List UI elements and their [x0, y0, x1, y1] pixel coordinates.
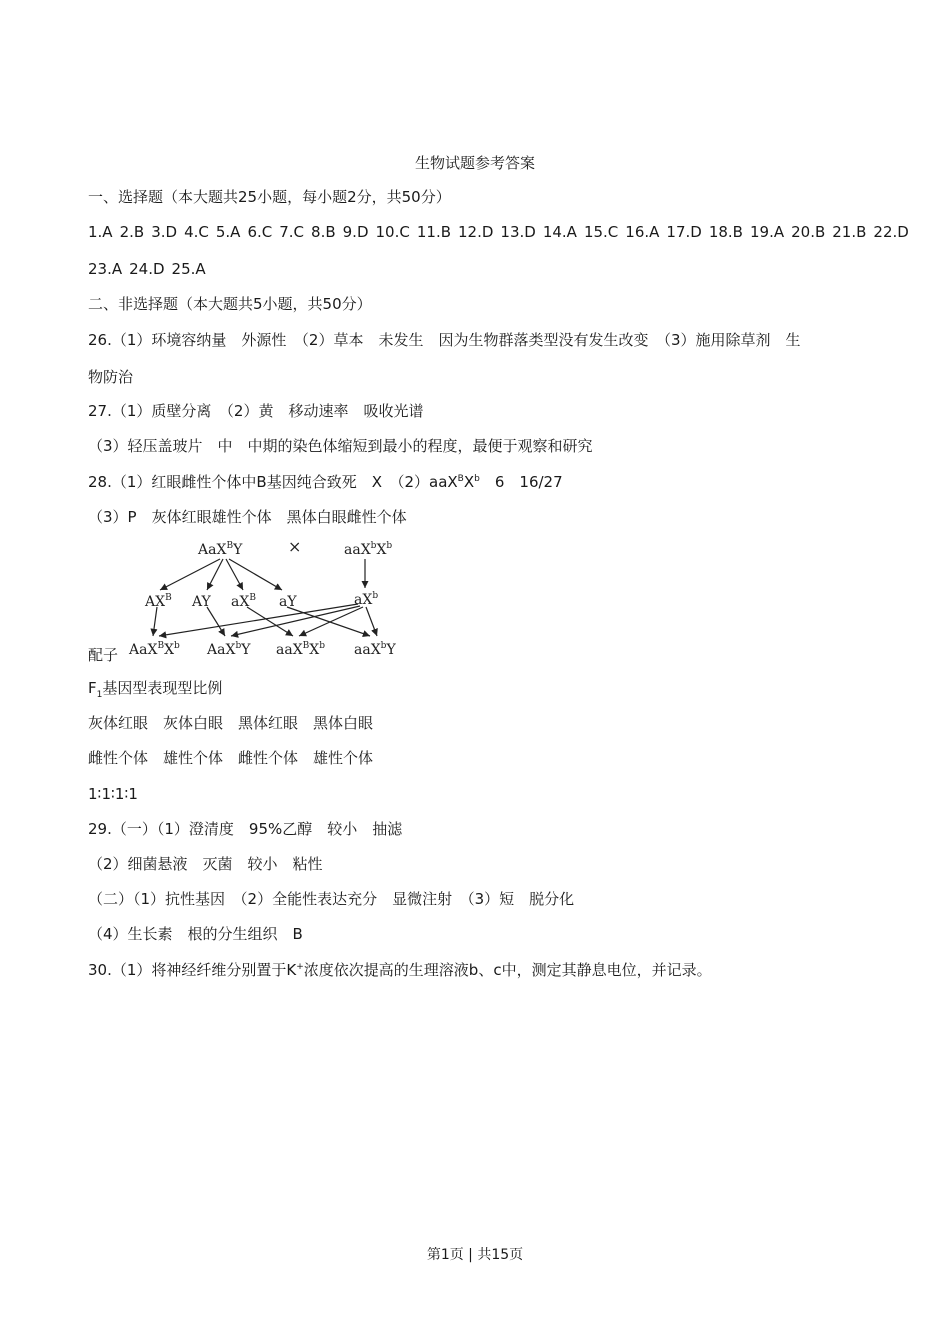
gamete-aXB: $aX^B$: [231, 593, 256, 610]
answer-item: 7.C: [279, 223, 305, 241]
arrow: [207, 607, 225, 636]
q27-line-1: 27.（1）质壁分离 （2）黄 移动速率 吸收光谱: [88, 402, 424, 420]
offspring-1: $AaX^BX^b$: [129, 641, 180, 658]
section2-heading: 二、非选择题（本大题共5小题，共50分）: [88, 295, 372, 313]
answer-item: 17.D: [666, 223, 702, 241]
answer-item: 10.C: [375, 223, 410, 241]
gamete-AXB: $AX^B$: [145, 593, 172, 610]
parent-female: $aaX^bX^b$: [344, 541, 393, 558]
answer-item: 9.D: [342, 223, 369, 241]
arrow: [247, 607, 293, 636]
page-footer: 第1页 | 共15页: [426, 1247, 524, 1263]
answer-item: 1.A: [88, 223, 113, 241]
q28-line-1: 28.（1）红眼雌性个体中B基因纯合致死 X $(2)aaX^BX^b$ 6 16/27: [88, 473, 563, 491]
offspring-3: $aaX^BX^b$: [276, 641, 326, 658]
answer-item: 11.B: [416, 223, 452, 241]
answer-item: 20.B: [791, 223, 826, 241]
answer-item: 15.C: [583, 223, 619, 241]
q26-line-1: 26.（1）环境容纳量 外源性 （2）草本 未发生 因为生物群落类型没有发生改变 （3）施用除草剂 生: [88, 331, 801, 349]
q29-line-3: （二）（1）抗性基因 （2）全能性表达充分 显微注射 （3）短 脱分化: [88, 890, 575, 908]
answers-line-2: [88, 259, 213, 279]
cross-sign: ×: [288, 537, 302, 556]
q30-line-1: 30.（1）将神经纤维分别置于K+浓度依次提高的生理溶液b、c中，测定其静息电位，并记录。: [88, 961, 712, 979]
f1-heading: $F_1$基因型表现型比例: [88, 679, 223, 700]
answer-item: 4.C: [184, 223, 209, 241]
arrow: [207, 559, 223, 590]
answer-item: 13.D: [500, 223, 536, 241]
gamete-AY: AY: [192, 594, 211, 610]
answer-item: 5.A: [215, 223, 241, 241]
arrow: [287, 607, 370, 636]
arrow: [153, 607, 157, 636]
q28-line-2: （3）P 灰体红眼雄性个体 黑体白眼雌性个体: [88, 508, 407, 526]
answer-item: 16.A: [625, 223, 660, 241]
ratio-row: 1∶1∶1∶1: [88, 785, 138, 803]
arrow: [159, 604, 358, 636]
arrow: [229, 559, 282, 590]
offspring-2: AaX$^b$Y: [207, 641, 251, 658]
answer-item: 18.B: [708, 223, 743, 241]
answer-item: 24.D: [129, 260, 165, 278]
q29-line-1: 29.（一）（1）澄清度 95%乙醇 较小 抽滤: [88, 820, 403, 838]
parent-male: AaX$^B$Y: [198, 541, 243, 558]
gamete-label: 配子: [88, 646, 119, 664]
answer-item: 8.B: [311, 223, 336, 241]
sexes-row: 雌性个体 雄性个体 雌性个体 雄性个体: [88, 749, 374, 767]
answer-item: 6.C: [247, 223, 273, 241]
q27-line-2: （3）轻压盖玻片 中 中期的染色体缩短到最小的程度，最便于观察和研究: [88, 437, 593, 455]
answer-item: 14.A: [542, 223, 577, 241]
answers-line-1: [88, 222, 916, 242]
phenotypes-row: 灰体红眼 灰体白眼 黑体红眼 黑体白眼: [88, 714, 374, 732]
answer-item: 2.B: [119, 223, 145, 241]
gamete-aY: aY: [279, 594, 297, 610]
offspring-4: aaX$^b$Y: [354, 641, 396, 658]
answer-item: 3.D: [151, 223, 178, 241]
answer-item: 25.A: [171, 260, 206, 278]
answer-item: 21.B: [832, 223, 867, 241]
arrow: [226, 559, 243, 590]
answer-item: 23.A: [88, 260, 123, 278]
q29-line-4: （4）生长素 根的分生组织 B: [88, 925, 303, 943]
section1-heading: 一、选择题（本大题共25小题，每小题2分，共50分）: [88, 188, 451, 206]
answer-item: 22.D: [873, 223, 909, 241]
arrow: [160, 559, 220, 590]
q29-line-2: （2）细菌悬液 灭菌 较小 粘性: [88, 855, 323, 873]
genetic-cross-diagram: [125, 532, 415, 664]
arrow: [366, 607, 377, 636]
answer-item: 19.A: [749, 223, 785, 241]
page-title: 生物试题参考答案: [414, 154, 535, 172]
q26-line-2: 物防治: [88, 368, 134, 386]
gamete-aXb: $aX^b$: [354, 591, 379, 608]
answer-item: 12.D: [458, 223, 494, 241]
